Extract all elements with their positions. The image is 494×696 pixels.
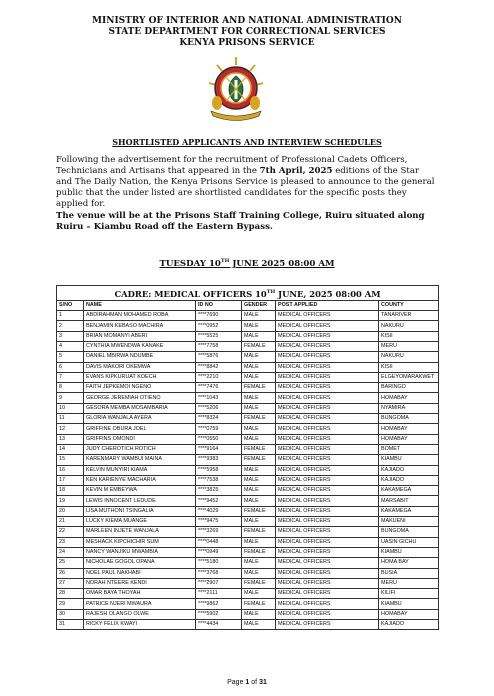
cell-name: KARENMARY WAMBUI MAINA xyxy=(84,455,196,465)
header-gender: GENDER xyxy=(242,300,276,310)
table-row xyxy=(57,537,439,547)
cell-county: BUSIA xyxy=(379,568,439,578)
cell-sno: 18 xyxy=(57,486,84,496)
kenya-prisons-crest-logo xyxy=(205,55,267,121)
cell-post-applied: MEDICAL OFFICERS xyxy=(276,609,379,619)
cell-post-applied: MEDICAL OFFICERS xyxy=(276,620,379,630)
cell-id-no: ****9475 xyxy=(196,517,242,527)
page-footer: Page 1 of 31 xyxy=(227,679,267,686)
cell-county: KAJIADO xyxy=(379,620,439,630)
cell-post-applied: MEDICAL OFFICERS xyxy=(276,444,379,454)
table-row xyxy=(57,403,439,413)
cell-sno: 22 xyxy=(57,527,84,537)
cell-post-applied: MEDICAL OFFICERS xyxy=(276,362,379,372)
table-row xyxy=(57,547,439,557)
cell-name: KEN KARIENYE MACHARIA xyxy=(84,475,196,485)
cell-name: CYNTHIA MWENDWA KANAKE xyxy=(84,341,196,351)
cell-post-applied: MEDICAL OFFICERS xyxy=(276,424,379,434)
cell-county: KAKAMEGA xyxy=(379,486,439,496)
cell-id-no: ****5958 xyxy=(196,465,242,475)
cell-id-no: ****7476 xyxy=(196,383,242,393)
table-row xyxy=(57,558,439,568)
cell-county: BUNGOMA xyxy=(379,414,439,424)
table-row xyxy=(57,393,439,403)
cell-gender: MALE xyxy=(242,475,276,485)
cell-sno: 14 xyxy=(57,444,84,454)
cell-id-no: ****9862 xyxy=(196,599,242,609)
cell-sno: 23 xyxy=(57,537,84,547)
cell-sno: 6 xyxy=(57,362,84,372)
cell-post-applied: MEDICAL OFFICERS xyxy=(276,393,379,403)
cell-county: NAKURU xyxy=(379,352,439,362)
cell-county: KAKAMEGA xyxy=(379,506,439,516)
cell-county: KISII xyxy=(379,331,439,341)
cell-name: GEORGE JEREMIAH OTIENO xyxy=(84,393,196,403)
cell-name: ABDIRAHMAN MOHAMED ROBA xyxy=(84,311,196,321)
cell-county: KIAMBU xyxy=(379,455,439,465)
cell-gender: MALE xyxy=(242,331,276,341)
cell-id-no: ****4029 xyxy=(196,506,242,516)
cell-county: KAJIADO xyxy=(379,465,439,475)
cell-gender: MALE xyxy=(242,372,276,382)
shortlisted-heading: SHORTLISTED APPLICANTS AND INTERVIEW SCHEDULES xyxy=(112,137,382,147)
table-row xyxy=(57,506,439,516)
cell-id-no: ****0952 xyxy=(196,321,242,331)
cell-post-applied: MEDICAL OFFICERS xyxy=(276,558,379,568)
cell-post-applied: MEDICAL OFFICERS xyxy=(276,311,379,321)
cell-sno: 12 xyxy=(57,424,84,434)
header-county: COUNTY xyxy=(379,300,439,310)
cell-county: MAKUENI xyxy=(379,517,439,527)
cell-id-no: ****2210 xyxy=(196,372,242,382)
cell-post-applied: MEDICAL OFFICERS xyxy=(276,372,379,382)
cell-sno: 30 xyxy=(57,609,84,619)
table-row xyxy=(57,568,439,578)
table-row xyxy=(57,517,439,527)
table-row xyxy=(57,444,439,454)
cell-name: RAJESH OLANGO OLWE xyxy=(84,609,196,619)
cell-id-no: ****8324 xyxy=(196,414,242,424)
cell-post-applied: MEDICAL OFFICERS xyxy=(276,414,379,424)
cell-name: NICHOLAE GOGOL OPANA xyxy=(84,558,196,568)
cell-sno: 9 xyxy=(57,393,84,403)
venue-notice: The venue will be at the Prisons Staff Training College, Ruiru situated along Ruiru – Kiambu Road off the Eastern Bypass. xyxy=(56,211,425,232)
cell-id-no: ****3768 xyxy=(196,568,242,578)
cell-post-applied: MEDICAL OFFICERS xyxy=(276,486,379,496)
cell-sno: 13 xyxy=(57,434,84,444)
cell-county: HOMABAY xyxy=(379,393,439,403)
cell-name: NANCY WANJIKU MWAMBIA xyxy=(84,547,196,557)
cell-county: BARINGO xyxy=(379,383,439,393)
cell-post-applied: MEDICAL OFFICERS xyxy=(276,475,379,485)
cell-gender: FEMALE xyxy=(242,578,276,588)
table-row xyxy=(57,414,439,424)
cell-id-no: ****4434 xyxy=(196,620,242,630)
cell-name: LISA MUTHONI TSINGALIA xyxy=(84,506,196,516)
cell-sno: 11 xyxy=(57,414,84,424)
cell-sno: 20 xyxy=(57,506,84,516)
table-row xyxy=(57,589,439,599)
cell-id-no: ****3825 xyxy=(196,486,242,496)
cell-name: KEVIN M EMBEYWA xyxy=(84,486,196,496)
cadre-row xyxy=(57,286,439,301)
cell-gender: MALE xyxy=(242,465,276,475)
cell-sno: 27 xyxy=(57,578,84,588)
cell-sno: 15 xyxy=(57,455,84,465)
cell-county: TANARIVER xyxy=(379,311,439,321)
cell-gender: MALE xyxy=(242,496,276,506)
table-row xyxy=(57,496,439,506)
cell-id-no: ****5876 xyxy=(196,352,242,362)
cell-sno: 5 xyxy=(57,352,84,362)
cell-name: NORAH NTEERE KENDI xyxy=(84,578,196,588)
cell-post-applied: MEDICAL OFFICERS xyxy=(276,331,379,341)
cell-id-no: ****9383 xyxy=(196,455,242,465)
cell-post-applied: MEDICAL OFFICERS xyxy=(276,537,379,547)
table-row xyxy=(57,321,439,331)
intro-paragraph: Following the advertisement for the recruitment of Professional Cadets Officers, Technicians and Artisans that appeared in the 7th April, 2025 editions of the Star and The Daily Nation, the Kenya Prisons Service is pleased to announce to the general public that the under listed are shortlisted candidates for the specific posts they applied for. xyxy=(56,155,435,209)
cell-post-applied: MEDICAL OFFICERS xyxy=(276,517,379,527)
cell-sno: 29 xyxy=(57,599,84,609)
ministry-title: MINISTRY OF INTERIOR AND NATIONAL ADMINISTRATION xyxy=(92,16,402,26)
table-row xyxy=(57,424,439,434)
cell-sno: 4 xyxy=(57,341,84,351)
table-row xyxy=(57,372,439,382)
cell-post-applied: MEDICAL OFFICERS xyxy=(276,383,379,393)
cell-county: UASIN GICHU xyxy=(379,537,439,547)
cell-sno: 19 xyxy=(57,496,84,506)
table-row xyxy=(57,352,439,362)
table-header-row xyxy=(57,300,439,310)
cell-id-no: ****3269 xyxy=(196,527,242,537)
cell-name: BRIAN MOMANYI ABERI xyxy=(84,331,196,341)
cell-post-applied: MEDICAL OFFICERS xyxy=(276,527,379,537)
cell-county: KILIFI xyxy=(379,589,439,599)
header-name: NAME xyxy=(84,300,196,310)
cell-name: GLORIA WANJALA AYERA xyxy=(84,414,196,424)
cell-sno: 26 xyxy=(57,568,84,578)
cell-gender: FEMALE xyxy=(242,444,276,454)
header-post-applied: POST APPLIED xyxy=(276,300,379,310)
cell-name: MARLEEN INJETE WANJALA xyxy=(84,527,196,537)
cell-gender: MALE xyxy=(242,620,276,630)
cell-gender: MALE xyxy=(242,352,276,362)
table-row xyxy=(57,578,439,588)
cell-name: GESORA MEMBA MOSAMBARIA xyxy=(84,403,196,413)
cell-id-no: ****9452 xyxy=(196,496,242,506)
cell-gender: MALE xyxy=(242,558,276,568)
cell-gender: MALE xyxy=(242,434,276,444)
table-row xyxy=(57,609,439,619)
cell-name: FAITH JEPKEMOI NGENO xyxy=(84,383,196,393)
cell-id-no: ****5902 xyxy=(196,609,242,619)
table-row xyxy=(57,341,439,351)
cell-county: HOMABAY xyxy=(379,434,439,444)
cell-name: MESHACK KIPCHICHIR SUM xyxy=(84,537,196,547)
header-id-no: ID NO xyxy=(196,300,242,310)
cell-sno: 16 xyxy=(57,465,84,475)
table-row xyxy=(57,311,439,321)
cell-county: ELGEYOMARAKWET xyxy=(379,372,439,382)
cell-post-applied: MEDICAL OFFICERS xyxy=(276,403,379,413)
cell-post-applied: MEDICAL OFFICERS xyxy=(276,578,379,588)
cell-sno: 24 xyxy=(57,547,84,557)
cell-sno: 1 xyxy=(57,311,84,321)
cell-name: LEWIS INNOCENT LEDUDE xyxy=(84,496,196,506)
cell-name: DAVIS MAKORI OKEMWA xyxy=(84,362,196,372)
cell-name: RICKY FELIX KWAYI xyxy=(84,620,196,630)
cell-name: LUCKY KIEMA MUANGE xyxy=(84,517,196,527)
cadre-title: CADRE: MEDICAL OFFICERS 10TH JUNE, 2025 08:00 AM xyxy=(57,286,439,301)
cell-sno: 3 xyxy=(57,331,84,341)
table-body xyxy=(57,311,439,630)
cell-post-applied: MEDICAL OFFICERS xyxy=(276,506,379,516)
cell-id-no: ****2907 xyxy=(196,578,242,588)
table-row xyxy=(57,455,439,465)
cell-id-no: ****1043 xyxy=(196,393,242,403)
cell-sno: 25 xyxy=(57,558,84,568)
cell-gender: FEMALE xyxy=(242,341,276,351)
cell-county: HOMA BAY xyxy=(379,558,439,568)
department-title: STATE DEPARTMENT FOR CORRECTIONAL SERVICES xyxy=(108,27,386,37)
cell-gender: MALE xyxy=(242,609,276,619)
cell-gender: MALE xyxy=(242,403,276,413)
table-row xyxy=(57,620,439,630)
cell-name: NOEL PAUL NAKHABI xyxy=(84,568,196,578)
table-row xyxy=(57,331,439,341)
cell-name: KELVIN MUNYIRI KIAMA xyxy=(84,465,196,475)
cell-post-applied: MEDICAL OFFICERS xyxy=(276,465,379,475)
cell-gender: MALE xyxy=(242,321,276,331)
interview-date-heading: TUESDAY 10TH JUNE 2025 08:00 AM xyxy=(159,258,335,269)
cell-sno: 28 xyxy=(57,589,84,599)
cell-sno: 17 xyxy=(57,475,84,485)
table-row xyxy=(57,362,439,372)
cell-id-no: ****2111 xyxy=(196,589,242,599)
cell-id-no: ****5525 xyxy=(196,331,242,341)
cell-name: PATRICE NJERI MWAURA xyxy=(84,599,196,609)
cell-sno: 31 xyxy=(57,620,84,630)
header-sno: S/NO xyxy=(57,300,84,310)
table-row xyxy=(57,486,439,496)
cell-id-no: ****0448 xyxy=(196,537,242,547)
cell-sno: 21 xyxy=(57,517,84,527)
cell-post-applied: MEDICAL OFFICERS xyxy=(276,599,379,609)
cell-county: BOMET xyxy=(379,444,439,454)
cell-name: GRIFFINS OMONDI xyxy=(84,434,196,444)
cell-county: KAJIADO xyxy=(379,475,439,485)
shortlist-table xyxy=(56,285,439,630)
cell-post-applied: MEDICAL OFFICERS xyxy=(276,321,379,331)
cell-gender: FEMALE xyxy=(242,414,276,424)
cell-name: GRIFFINE OBURA JOEL xyxy=(84,424,196,434)
cell-county: HOMABAY xyxy=(379,609,439,619)
cell-id-no: ****5180 xyxy=(196,558,242,568)
cell-gender: FEMALE xyxy=(242,506,276,516)
cell-id-no: ****0759 xyxy=(196,424,242,434)
cell-sno: 8 xyxy=(57,383,84,393)
table-row xyxy=(57,383,439,393)
cell-gender: MALE xyxy=(242,568,276,578)
cell-post-applied: MEDICAL OFFICERS xyxy=(276,455,379,465)
cell-name: OMAR BAYA THOYAH xyxy=(84,589,196,599)
cell-post-applied: MEDICAL OFFICERS xyxy=(276,352,379,362)
cell-id-no: ****9164 xyxy=(196,444,242,454)
cell-county: HOMABAY xyxy=(379,424,439,434)
cell-gender: MALE xyxy=(242,537,276,547)
cell-county: KISII xyxy=(379,362,439,372)
cell-gender: FEMALE xyxy=(242,383,276,393)
cell-county: MERU xyxy=(379,578,439,588)
cell-post-applied: MEDICAL OFFICERS xyxy=(276,547,379,557)
cell-gender: MALE xyxy=(242,311,276,321)
cell-gender: MALE xyxy=(242,517,276,527)
cell-id-no: ****8842 xyxy=(196,362,242,372)
cell-gender: MALE xyxy=(242,362,276,372)
cell-name: EVANS KIPKURUAT KOECH xyxy=(84,372,196,382)
cell-name: BENJAMIN KEBASO MACHIRA xyxy=(84,321,196,331)
cell-id-no: ****7758 xyxy=(196,341,242,351)
cell-sno: 10 xyxy=(57,403,84,413)
table-row xyxy=(57,475,439,485)
cell-sno: 7 xyxy=(57,372,84,382)
cell-post-applied: MEDICAL OFFICERS xyxy=(276,434,379,444)
cell-gender: MALE xyxy=(242,424,276,434)
cell-gender: MALE xyxy=(242,393,276,403)
service-title: KENYA PRISONS SERVICE xyxy=(179,38,315,48)
cell-name: DANIEL MBIRWA NDUMBE xyxy=(84,352,196,362)
cell-post-applied: MEDICAL OFFICERS xyxy=(276,496,379,506)
cell-id-no: ****0949 xyxy=(196,547,242,557)
cell-post-applied: MEDICAL OFFICERS xyxy=(276,589,379,599)
cell-county: NAKURU xyxy=(379,321,439,331)
cell-gender: FEMALE xyxy=(242,599,276,609)
advert-date: 7th April, 2025 xyxy=(259,166,333,176)
cell-gender: FEMALE xyxy=(242,547,276,557)
table-row xyxy=(57,465,439,475)
cell-county: BUNGOMA xyxy=(379,527,439,537)
cell-id-no: ****0550 xyxy=(196,434,242,444)
cell-county: NYAMIRA xyxy=(379,403,439,413)
cell-county: KIAMBU xyxy=(379,599,439,609)
cell-id-no: ****7538 xyxy=(196,475,242,485)
cell-id-no: ****7690 xyxy=(196,311,242,321)
cell-gender: FEMALE xyxy=(242,455,276,465)
cell-gender: MALE xyxy=(242,486,276,496)
cell-sno: 2 xyxy=(57,321,84,331)
cell-id-no: ****5206 xyxy=(196,403,242,413)
cell-county: MARSABIT xyxy=(379,496,439,506)
table-row xyxy=(57,527,439,537)
table-row xyxy=(57,599,439,609)
table-row xyxy=(57,434,439,444)
cell-county: KIAMBU xyxy=(379,547,439,557)
cell-gender: FEMALE xyxy=(242,527,276,537)
cell-post-applied: MEDICAL OFFICERS xyxy=(276,568,379,578)
cell-post-applied: MEDICAL OFFICERS xyxy=(276,341,379,351)
cell-county: MERU xyxy=(379,341,439,351)
cell-gender: MALE xyxy=(242,589,276,599)
cell-name: JUDY CHEROTICH ROTICH xyxy=(84,444,196,454)
